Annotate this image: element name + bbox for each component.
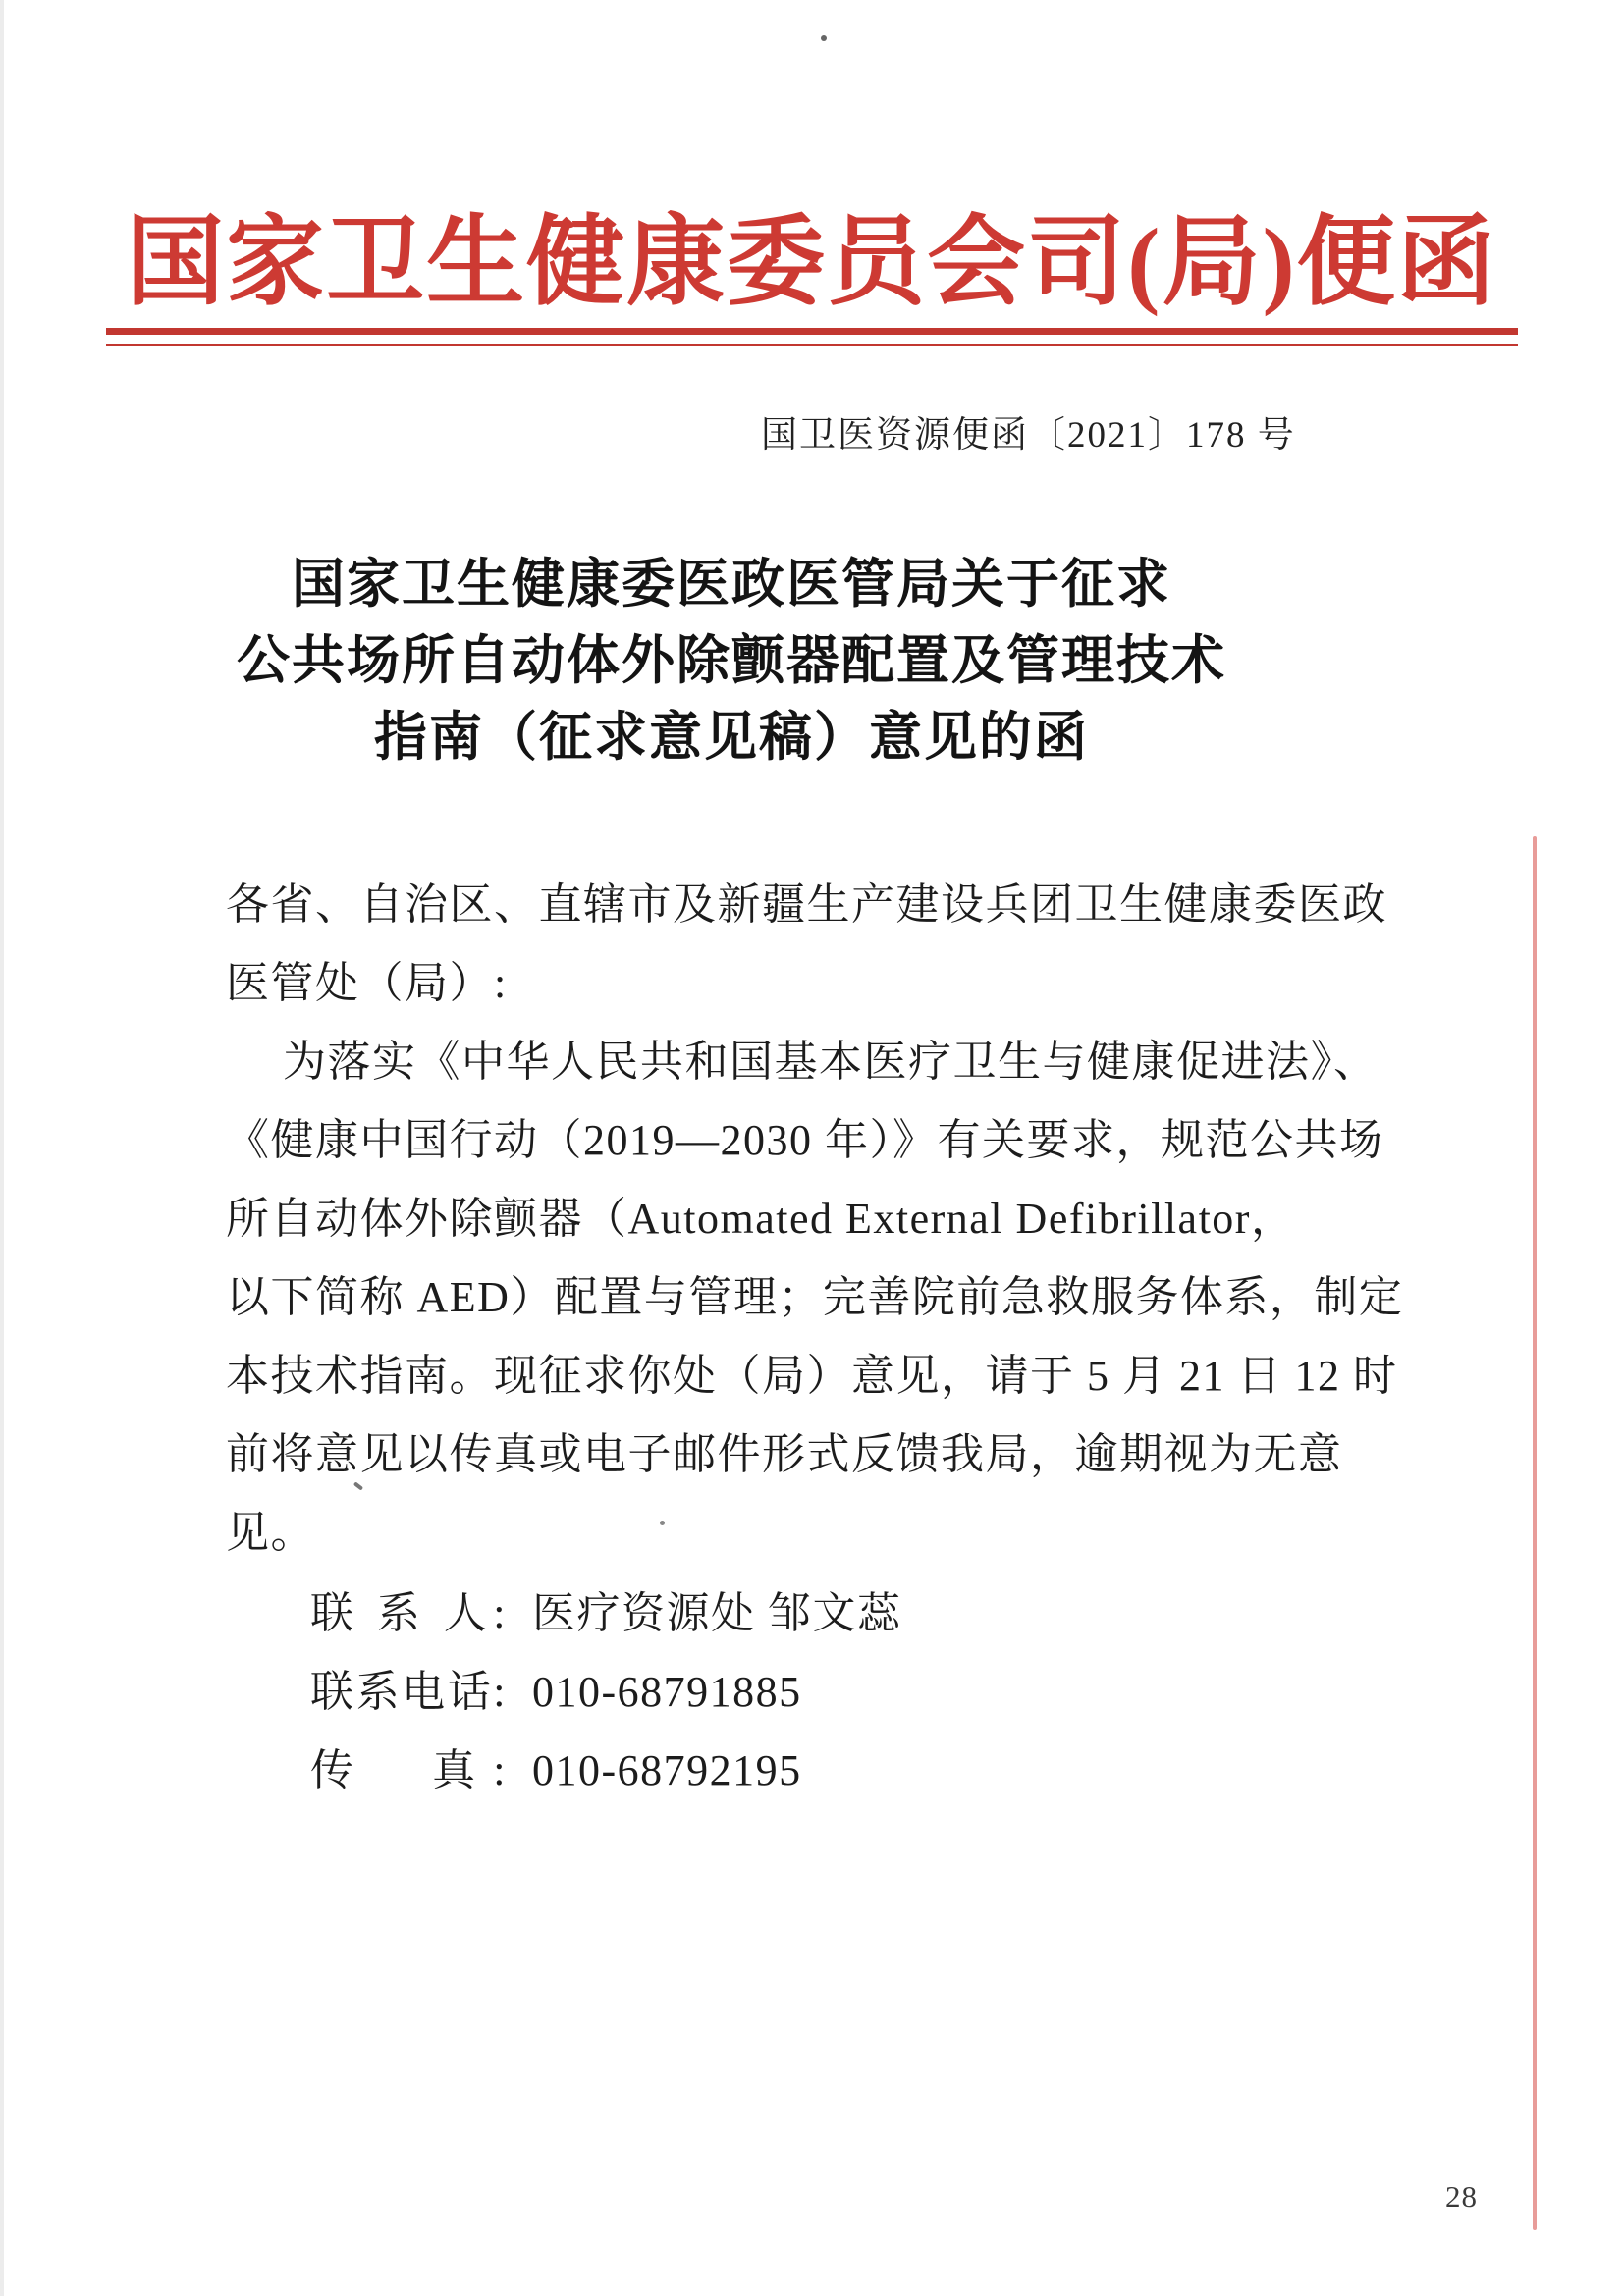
contact-person-label: 联 系 人: [310, 1589, 507, 1637]
contact-phone-value: 010-68791885 [532, 1668, 802, 1716]
scan-dot-artifact [660, 1521, 665, 1525]
contact-fax-row [310, 1732, 902, 1810]
contact-person-value: 医疗资源处 邹文蕊 [532, 1589, 902, 1637]
paragraph-line-7: 见。 [226, 1509, 315, 1557]
letterhead-divider-thin [106, 344, 1518, 346]
letter-title-line-1: 国家卫生健康委医政医管局关于征求 [292, 555, 1171, 614]
salutation-line-1: 各省、自治区、直辖市及新疆生产建设兵团卫生健康委医政 [226, 881, 1387, 929]
paragraph-line-1: 为落实《中华人民共和国基本医疗卫生与健康促进法》、 [283, 1038, 1379, 1086]
contact-block [310, 1575, 902, 1810]
paragraph-line-6: 前将意见以传真或电子邮件形式反馈我局，逾期视为无意 [226, 1430, 1343, 1478]
paragraph-line-5: 本技术指南。现征求你处（局）意见，请于 5 月 21 日 12 时 [226, 1352, 1398, 1400]
scan-streak-artifact [1533, 836, 1537, 2230]
letter-body [226, 866, 1404, 1573]
scan-dot-artifact [821, 35, 827, 41]
page-number: 28 [1445, 2179, 1478, 2214]
paragraph-line-4: 以下简称 AED）配置与管理；完善院前急救服务体系，制定 [226, 1273, 1404, 1321]
paragraph-line-2: 《健康中国行动（2019—2030 年）》有关要求，规范公共场 [226, 1116, 1384, 1164]
contact-fax-label: 传 真: [310, 1746, 507, 1794]
contact-person-row [310, 1575, 902, 1653]
letter-title-line-2: 公共场所自动体外除颤器配置及管理技术 [237, 631, 1226, 690]
document-number: 国卫医资源便函〔2021〕178 号 [761, 415, 1296, 455]
contact-phone-row [310, 1653, 902, 1732]
scan-edge-artifact [0, 0, 4, 2296]
contact-fax-value: 010-68792195 [532, 1746, 802, 1794]
letterhead-agency-title: 国家卫生健康委员会司(局)便函 [126, 208, 1497, 317]
letterhead-divider-thick [106, 328, 1518, 335]
letter-title [191, 546, 1271, 775]
contact-phone-label: 联系电话: [310, 1668, 507, 1716]
letter-title-line-3: 指南（征求意见稿）意见的函 [374, 708, 1089, 767]
salutation-line-2: 医管处（局）: [226, 959, 508, 1007]
paragraph-line-3: 所自动体外除颤器（Automated External Defibrillator， [226, 1195, 1296, 1243]
